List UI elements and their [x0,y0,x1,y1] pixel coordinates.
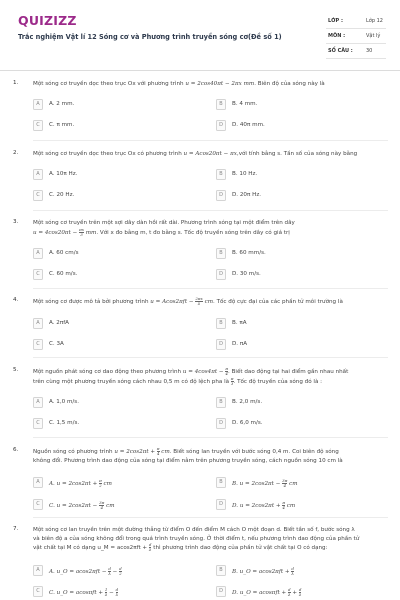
option-letter-box: A [33,565,43,576]
stem-text: . Biết dao động tại hai điểm gần nhau nhất [228,369,349,375]
option-b[interactable] [216,318,366,330]
option-letter-box: C [33,120,43,131]
option-fraction [119,567,122,576]
fraction-denominator: 2 [99,483,102,488]
option-d[interactable] [216,339,366,351]
stem-equation: u = Acos2πft − [150,299,196,305]
option-letter-box: B [216,99,226,110]
option-text: B. 10 Hz. [232,171,258,177]
option-b[interactable] [216,248,366,260]
fraction-numerator: d [298,587,302,592]
stem-text: trên cùng một phương truyền sóng cách nhau 0,5 m có độ lệch pha là [33,378,231,385]
stem-text: . Với x đo bằng m, t đo bằng s. Tốc độ truyền sóng trên dây có giá trị [96,229,290,236]
option-b[interactable] [216,397,366,409]
option-letter-box: B [216,318,226,329]
stem-text: Một sóng cơ truyền trên một sợi dây dàn hồi rất dài. Phương trình sóng tại một điểm trên dây [33,220,295,226]
option-c[interactable] [33,499,183,511]
question-number: 4. [13,297,19,303]
option-a[interactable] [33,565,183,577]
question-divider [33,210,388,211]
option-letter-box: C [33,418,43,429]
option-text: C. 3A [49,341,64,347]
fraction-denominator: 2 [119,571,122,576]
question-stem [33,219,389,237]
option-letter-box: C [33,586,43,597]
option-a[interactable] [33,99,183,111]
option-c[interactable] [33,586,183,598]
option-letter-box: C [33,190,43,201]
option-letter-box: D [216,339,226,350]
option-a[interactable] [33,477,183,489]
option-letter-box: B [216,565,226,576]
meta-value: 30 [366,48,373,54]
question-stem [33,367,389,386]
option-text: A. 60 cm/s [49,250,79,256]
question-divider [33,140,388,141]
question-divider [33,437,388,438]
option-text: B. 2,0 m/s. [232,399,263,405]
option-text [49,567,122,576]
option-text: C. 60 m/s. [49,271,78,277]
option-d[interactable] [216,269,366,281]
fraction-denominator: 4 [225,371,228,376]
fraction-numerator: d [291,566,294,571]
header-divider [0,70,400,71]
option-b[interactable] [216,99,366,111]
option-equation: B. u = 2cos2πt − [232,481,283,487]
stem-unit: cm [202,299,214,305]
option-d[interactable] [216,120,366,132]
option-equation: C. u = 2cos2πt − [49,503,100,509]
fraction-denominator: λ [291,571,294,576]
option-letter-box: B [216,477,226,488]
option-text: A. 2 mm. [49,101,75,107]
question-divider [33,288,388,289]
fraction-numerator: πx [79,226,84,232]
stem-equation: u = 2cos2πt + [114,449,157,455]
option-letter-box: A [33,397,43,408]
option-letter-box: D [216,120,226,131]
fraction-denominator: λ [288,592,291,597]
option-unit: cm [104,503,115,509]
option-text [232,501,295,510]
option-text [49,588,118,597]
fraction-numerator: d [115,587,119,592]
option-a[interactable] [33,397,183,409]
fraction-denominator: 3 [80,231,83,237]
option-text: A. 10π Hz. [49,171,78,177]
option-text: A. 2πfA [49,320,70,326]
option-unit: cm [287,481,298,487]
fraction-denominator: 3 [230,380,234,386]
option-operator: − [110,569,120,575]
option-d[interactable] [216,499,366,511]
fraction-numerator: d [288,587,291,592]
question-stem [33,297,389,307]
stem-unit: mm [241,81,255,87]
meta-key: LỚP : [328,18,343,24]
option-fraction [116,588,119,597]
question-divider [33,357,388,358]
stem-unit: mm [83,229,97,236]
option-d[interactable] [216,190,366,202]
option-letter-box: C [33,269,43,280]
option-text: D. 20π Hz. [232,192,262,198]
stem-text: thì phương trình dao động của phần tử vật chất tại O có dạng: [151,545,328,552]
stem-fraction [195,297,202,306]
option-letter-box: D [216,499,226,510]
stem-text: . Biết sóng lan truyền với bước sóng 0,4 m. Coi biên độ sóng [169,449,339,455]
fraction-numerator: 1 [104,587,108,592]
option-equation: A. u = 2cos2πt + [49,481,100,487]
meta-table [326,14,386,59]
question-stem [33,80,389,89]
option-equation: A. u_O = acos2πft − [49,569,109,575]
option-text: D. πA [232,341,248,347]
stem-equation: u = 2cos40πt − 2πx [185,81,242,87]
stem-text: Một sóng cơ truyền dọc theo trục Ox với phương trình [33,81,186,87]
fraction-denominator: 4 [283,483,287,488]
question-number: 2. [13,150,19,156]
page-title: Trắc nghiệm Vật lí 12 Sóng cơ và Phương trình truyền sóng cơ(Đề số 1) [18,33,282,41]
stem-text: vật chất tại M có dạng u_M = acos2πft + [33,545,149,552]
stem-text: Nguồn sóng có phương trình [33,449,115,455]
option-text [232,567,294,576]
fraction-denominator: λ [148,547,152,553]
page-header [0,0,400,68]
option-c[interactable] [33,418,183,430]
option-letter-box: D [216,418,226,429]
question-stem [33,150,389,159]
stem-text: không đổi. Phương trình dao động của sóng tại điểm nằm trên phương truyền sóng, cách nguồn sóng 10 cm là [33,457,343,464]
option-fraction [291,567,294,576]
option-text [232,479,298,488]
option-text: C. π mm. [49,122,75,128]
option-d[interactable] [216,586,366,598]
option-d[interactable] [216,418,366,430]
option-letter-box: A [33,248,43,259]
fraction-denominator: λ [298,592,302,597]
option-text [49,479,112,488]
meta-value: Lớp 12 [366,18,383,24]
fraction-numerator: d [108,566,111,571]
fraction-denominator: λ [104,592,108,597]
question-number: 1. [13,80,19,86]
question-number: 6. [13,447,19,453]
option-a[interactable] [33,248,183,260]
fraction-denominator: λ [197,301,201,306]
option-text: D. 6,0 m/s. [232,420,263,426]
fraction-denominator: 4 [100,505,103,510]
meta-row-count [326,44,386,59]
option-letter-box: D [216,586,226,597]
option-text: C. 1,5 m/s. [49,420,80,426]
option-text [49,501,115,510]
meta-key: MÔN : [328,33,346,39]
fraction-denominator: 4 [156,451,160,456]
option-letter-box: A [33,99,43,110]
fraction-numerator: π [282,500,285,505]
fraction-numerator: π [156,446,160,451]
meta-value: Vật lý [366,33,381,39]
option-operator: − [107,590,116,596]
option-text: B. 60 mm/s. [232,250,266,256]
stem-text: Một sóng cơ lan truyền trên một đường thẳng từ điểm O đến điểm M cách O một đoạn d. Biết tần số f, bước sóng λ [33,527,355,533]
option-text: B. πA [232,320,247,326]
stem-equation: u = Acos20πt − πx [183,151,237,157]
stem-text: . Biên độ của sóng này là [254,81,325,87]
option-b[interactable] [216,169,366,181]
option-text: D. 40π mm. [232,122,265,128]
option-letter-box: A [33,318,43,329]
fraction-numerator: π [225,366,229,371]
option-letter-box: A [33,169,43,180]
option-fraction [299,588,302,597]
option-a[interactable] [33,169,183,181]
stem-text: ,với tính bằng s. Tần số của sóng này bằng [236,151,358,157]
fraction-numerator: π [99,478,102,483]
question-divider [33,517,388,518]
option-equation: C. u_O = acosπft + [49,590,105,596]
meta-row-subject [326,29,386,44]
option-letter-box: C [33,499,43,510]
option-b[interactable] [216,477,366,489]
option-text: A. 1,0 m/s. [49,399,79,405]
stem-text: Một nguồn phát sóng cơ dao động theo phương trình [33,369,183,375]
question-stem [33,526,389,553]
option-c[interactable] [33,339,183,351]
option-text: B. 4 mm. [232,101,258,107]
meta-row-class [326,14,386,29]
stem-equation: u = 4cos4πt − [182,369,226,375]
option-unit: cm [284,503,296,509]
fraction-numerator: d [148,542,152,548]
question-number: 5. [13,367,19,373]
fraction-denominator: 4 [282,505,285,510]
option-c[interactable] [33,120,183,132]
stem-equation: u = 4cos20πt − [33,229,80,236]
option-equation: B. u_O = acos2πft + [232,569,292,575]
question-number: 3. [13,219,19,225]
stem-text: . Tốc độ cực đại của các phần tử môi trường là [213,299,343,305]
option-text [232,588,301,597]
option-letter-box: B [216,397,226,408]
fraction-numerator: 2πx [195,296,203,301]
stem-text: và biên độ a của sóng không đổi trong quá trình truyền sóng. Ở thời điểm t, nếu phương trình dao động của phần tử [33,535,360,542]
option-c[interactable] [33,190,183,202]
option-equation: D. u_O = acosπft + [232,590,289,596]
option-letter-box: B [216,248,226,259]
option-operator: + [290,590,299,596]
option-text: C. 20 Hz. [49,192,75,198]
option-c[interactable] [33,269,183,281]
fraction-numerator: π [230,375,234,381]
option-letter-box: D [216,190,226,201]
fraction-numerator: 3π [99,500,105,505]
stem-unit: cm [159,449,170,455]
fraction-denominator: λ [108,571,111,576]
fraction-denominator: λ [115,592,119,597]
meta-key: SỐ CÂU : [328,48,353,54]
stem-text: Một sóng cơ được mô tả bởi phương trình [33,299,151,305]
option-unit: cm [101,481,112,487]
option-letter-box: A [33,477,43,488]
stem-text: Một sóng cơ truyền dọc theo trục Ox có phương trình [33,151,184,157]
option-text: D. 30 m/s. [232,271,261,277]
option-letter-box: D [216,269,226,280]
option-equation: D. u = 2cos2πt + [232,503,283,509]
option-letter-box: C [33,339,43,350]
option-b[interactable] [216,565,366,577]
fraction-numerator: 3π [282,478,288,483]
quizizz-logo: QUIZIZZ [18,13,77,28]
option-letter-box: B [216,169,226,180]
stem-text: . Tốc độ truyền của sóng đó là : [233,378,323,385]
question-stem [33,447,389,465]
fraction-numerator: d [119,566,122,571]
question-number: 7. [13,526,19,532]
option-a[interactable] [33,318,183,330]
